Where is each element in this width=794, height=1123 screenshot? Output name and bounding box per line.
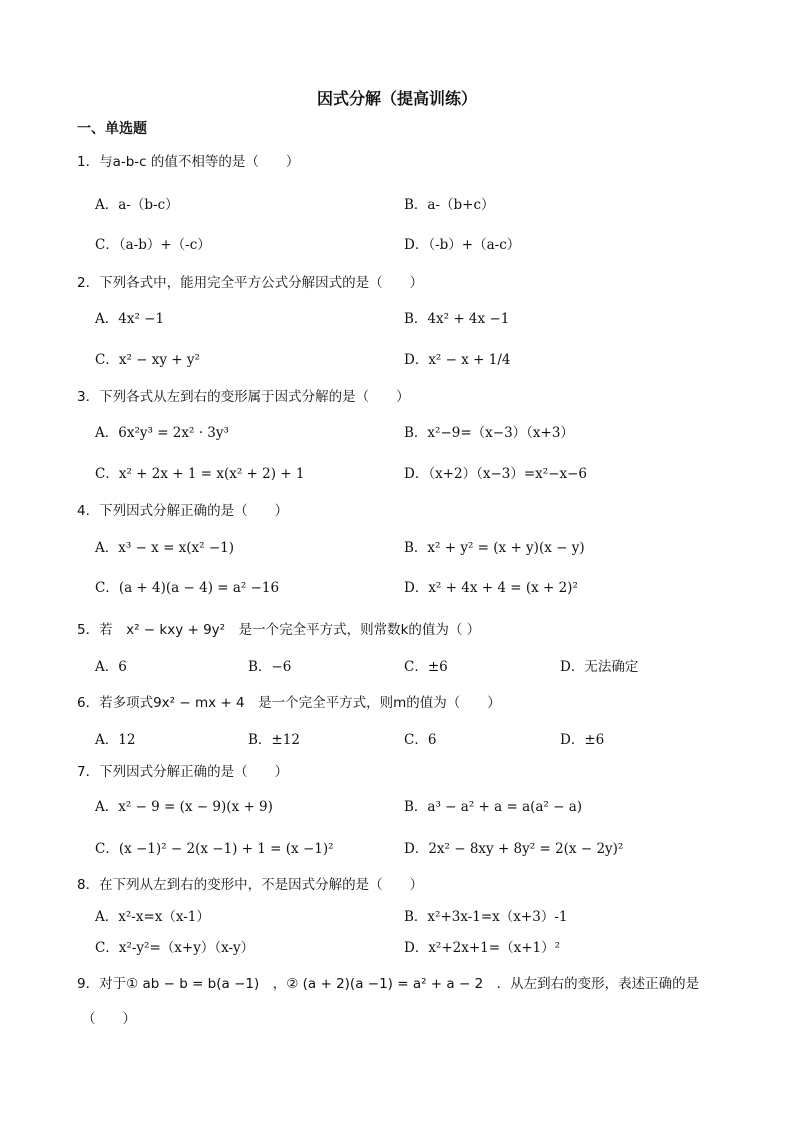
question-2-option-a: A．4x² −1 [95,311,165,327]
question-3-stem: 3．下列各式从左到右的变形属于因式分解的是（ ） [77,389,410,405]
question-3-option-d: D．（x+2）（x−3）=x²−x−6 [404,466,588,482]
question-4-option-b: B．x² + y² = (x + y)(x − y) [404,540,585,556]
question-1-stem: 1．与a-b-c 的值不相等的是（ ） [77,154,300,170]
question-3-option-c: C．x² + 2x + 1 = x(x² + 2) + 1 [95,466,305,482]
question-5-stem: 5．若 x² − kxy + 9y² 是一个完全平方式，则常数k的值为（ ） [77,622,481,638]
question-5-option-b: B．−6 [248,659,292,675]
question-4-option-a: A．x³ − x = x(x² −1) [95,540,235,556]
question-6-option-b: B．±12 [248,732,300,748]
question-8-stem: 8．在下列从左到右的变形中，不是因式分解的是（ ） [77,877,424,893]
question-9-stem: 9．对于① ab − b = b(a −1) ，② (a + 2)(a −1) = a² + a − 2 ．从左到右的变形，表述正确的是 [77,976,700,992]
question-1-option-d: D．（-b）+（a-c） [404,237,521,253]
question-6-option-a: A．12 [95,732,136,748]
question-2-option-b: B．4x² + 4x −1 [404,311,510,327]
question-8-option-b: B．x²+3x-1=x（x+3）-1 [404,909,568,925]
question-5-option-c: C．±6 [404,659,448,675]
question-7-stem: 7．下列因式分解正确的是（ ） [77,764,289,780]
question-6-stem: 6．若多项式9x² − mx + 4 是一个完全平方式，则m的值为（ ） [77,695,501,711]
question-6-option-d: D．±6 [560,732,605,748]
question-2-option-d: D．x² − x + 1/4 [404,352,511,368]
question-5-option-d: D．无法确定 [560,659,639,675]
question-2-option-c: C．x² − xy + y² [95,352,200,368]
question-9-answer-blank: （ ） [82,1011,136,1027]
question-7-option-a: A．x² − 9 = (x − 9)(x + 9) [95,799,273,815]
question-8-option-a: A．x²-x=x（x-1） [95,909,210,925]
question-1-option-b: B．a-（b+c） [404,197,495,213]
section-heading: 一、单选题 [77,121,147,137]
question-5-option-a: A．6 [95,659,127,675]
question-8-option-d: D．x²+2x+1=（x+1）² [404,940,561,956]
question-8-option-c: C．x²-y²=（x+y）（x-y） [95,940,255,956]
question-7-option-d: D．2x² − 8xy + 8y² = 2(x − 2y)² [404,841,624,857]
question-7-option-c: C．(x −1)² − 2(x −1) + 1 = (x −1)² [95,841,334,857]
question-3-option-b: B．x²−9=（x−3）（x+3） [404,425,574,441]
question-4-option-d: D．x² + 4x + 4 = (x + 2)² [404,580,578,596]
question-7-option-b: B．a³ − a² + a = a(a² − a) [404,799,583,815]
question-4-stem: 4．下列因式分解正确的是（ ） [77,503,289,519]
question-1-option-a: A．a-（b-c） [95,197,179,213]
question-3-option-a: A．6x²y³ = 2x² · 3y³ [95,425,229,441]
question-4-option-c: C．(a + 4)(a − 4) = a² −16 [95,580,280,596]
question-1-option-c: C．（a-b）+（-c） [95,237,211,253]
question-6-option-c: C．6 [404,732,437,748]
question-2-stem: 2．下列各式中，能用完全平方公式分解因式的是（ ） [77,275,424,291]
page-title: 因式分解（提高训练） [316,89,477,108]
